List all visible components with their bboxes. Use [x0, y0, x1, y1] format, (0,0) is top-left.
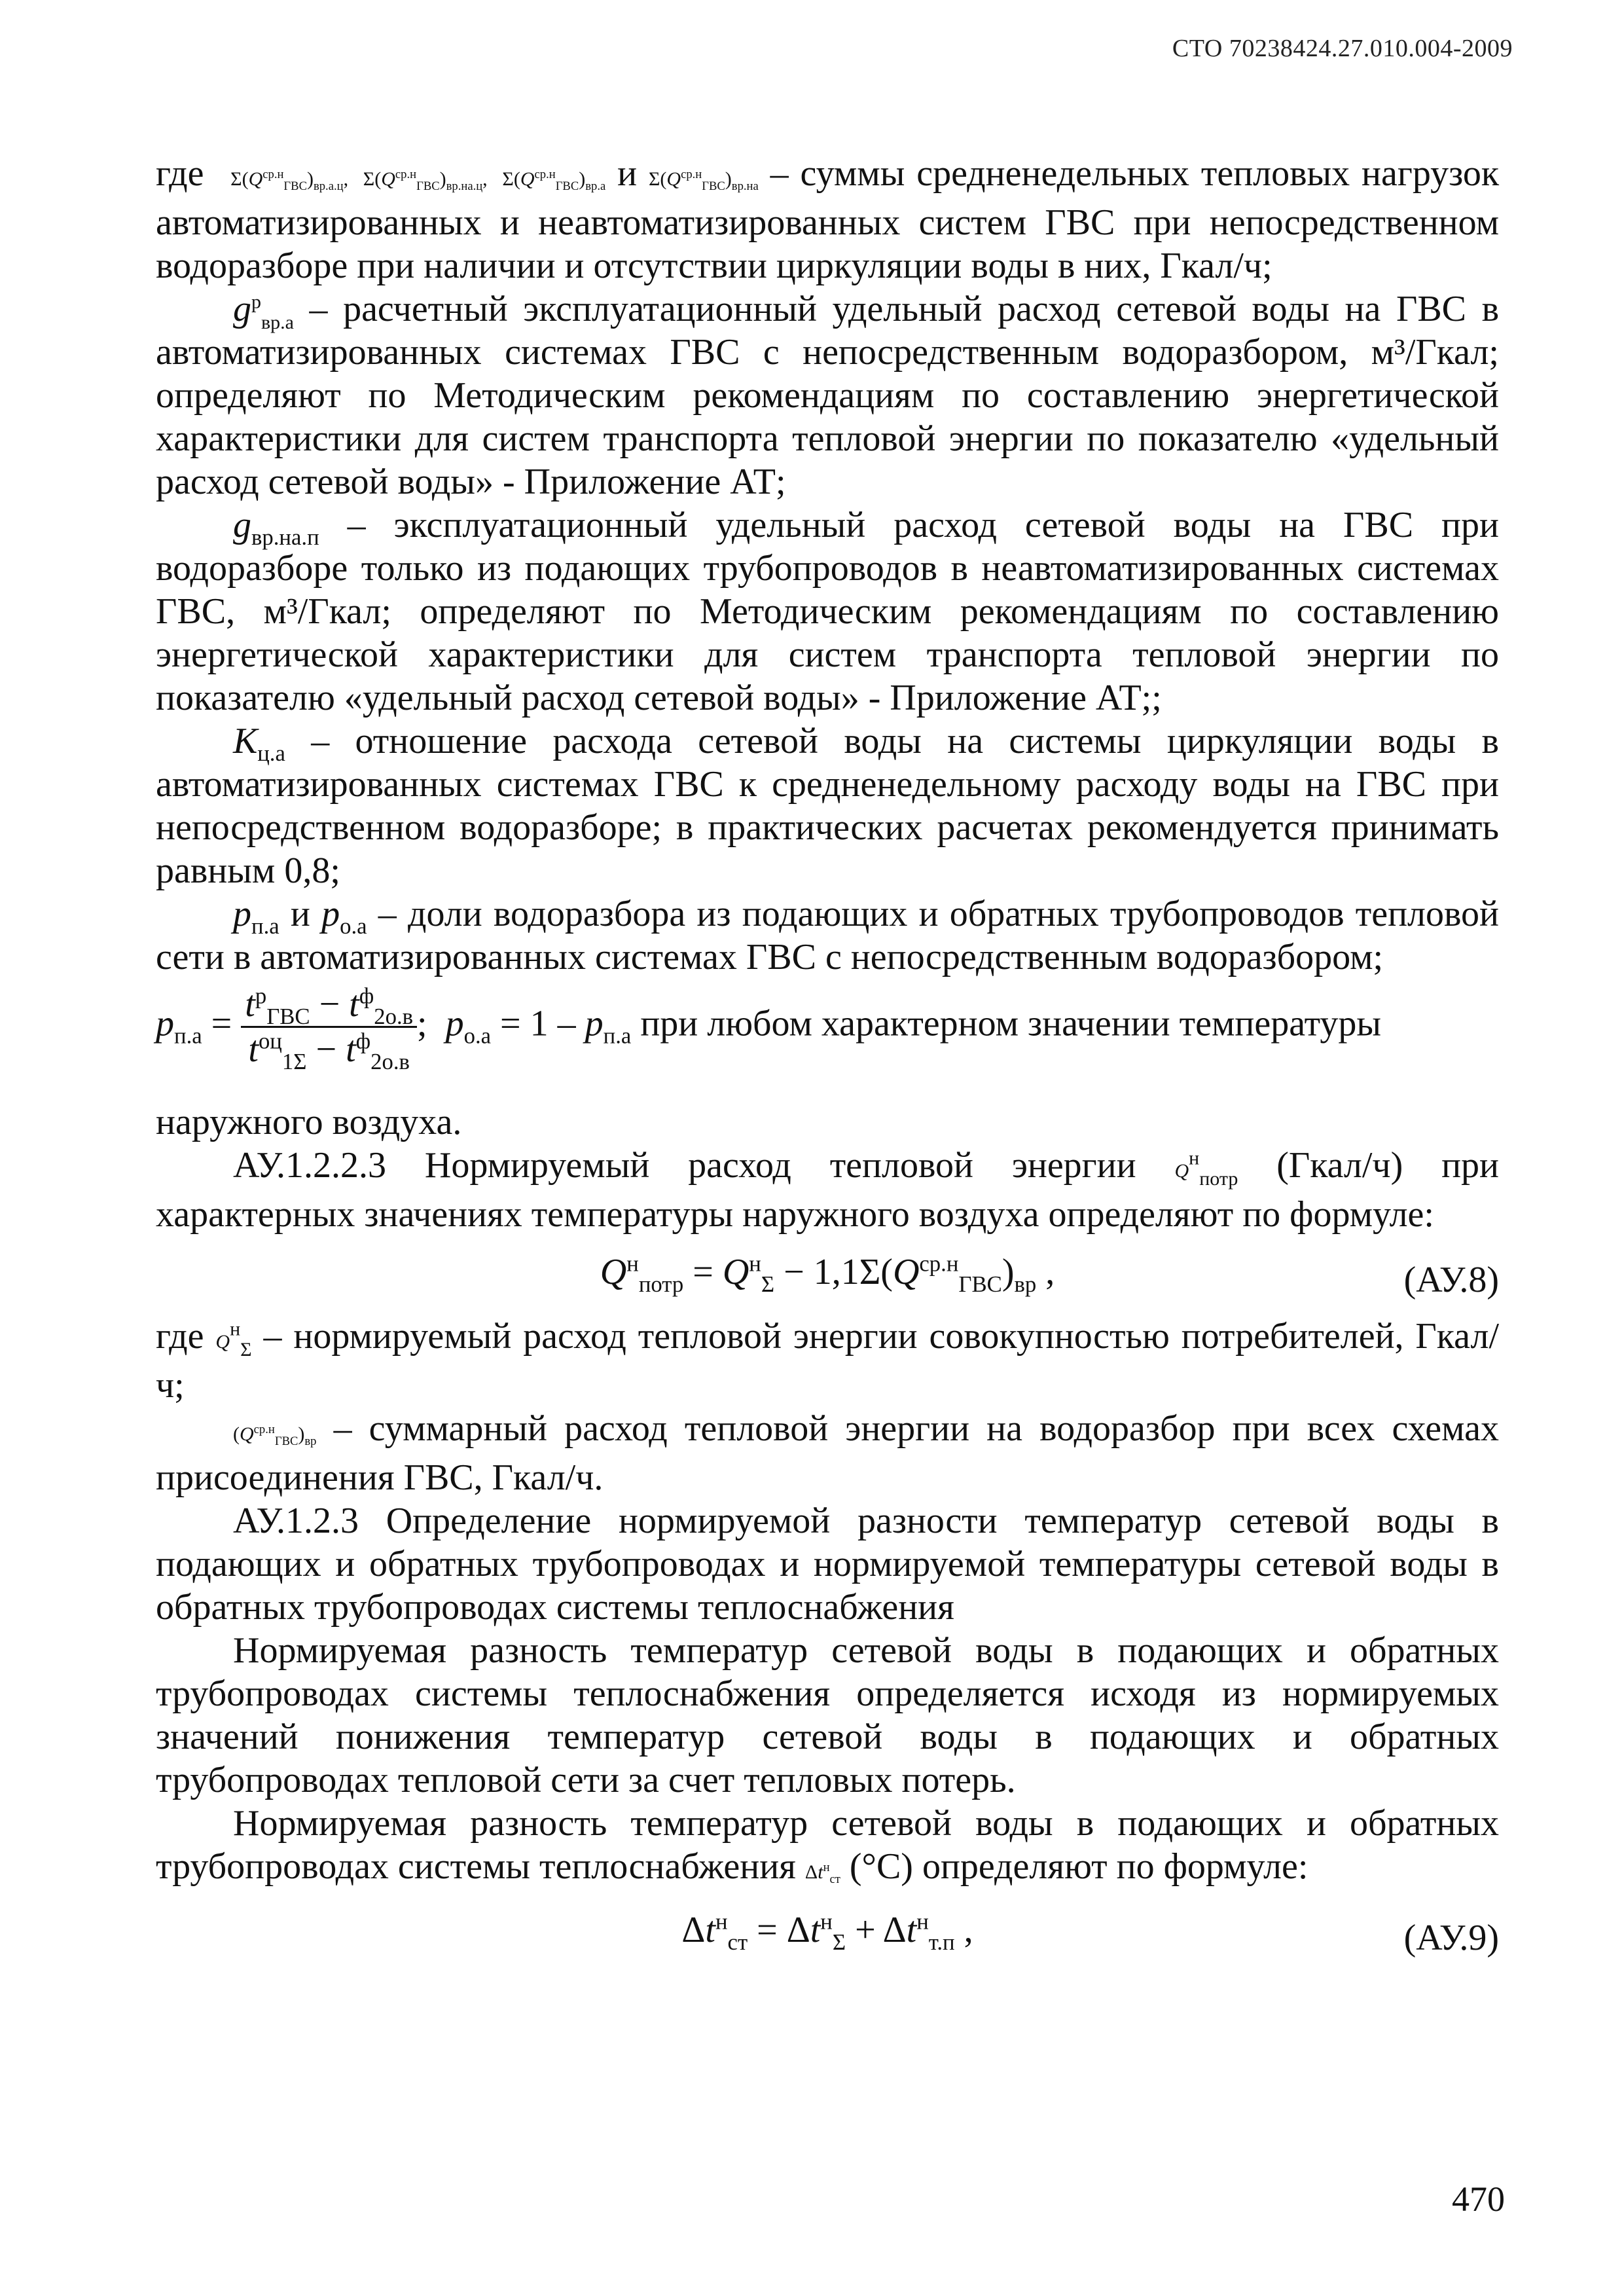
paragraph-p-shares: $p_{п.а}$ и $p_{о.а}$ – доли водоразбора из подающих и обратных трубопроводов тепловой сети в автоматизированных системах ГВС с непосредственным водоразбором; — [156, 894, 1500, 977]
equation-au-8 — [156, 1244, 1499, 1309]
equation-number: (АУ.9) — [1403, 1918, 1499, 1958]
paragraph-text: – доли водоразбора из подающих и обратных трубопроводов тепловой сети в автоматизированных системах ГВС с непосредственным водоразбором; — [156, 894, 1500, 977]
symbol-q-sigma: Q — [215, 1331, 230, 1353]
symbol-q-gvs-vr: $(Q^{ср.н}_{ГВС})_{вр}$ — [233, 1423, 317, 1448]
paragraph-text: – суммы средненедельных тепловых нагрузок автоматизированных и неавтоматизированных систем ГВС при непосредственном водоразборе при наличии и отсутствии циркуляции воды в них, Гкал/ч; — [156, 153, 1500, 286]
formula-text: = 1 – — [500, 1003, 576, 1044]
paragraph-text: (°С) определяют по формуле: — [849, 1846, 1308, 1887]
symbol-q-potr: Q — [1174, 1160, 1189, 1182]
paragraph-delta-t — [156, 1802, 1499, 1894]
conjunction: и — [290, 894, 310, 934]
paragraph-g-vr-a: $g^р_{вр.а}$ – расчетный эксплуатационный удельный расход сетевой воды на ГВС в автоматизированных системах ГВС с непосредственным водоразбором, м³/Гкал; определяют по Методическим рекомендациям по составлению энергетической характеристики для систем транспорта тепловой энергии по показателю «удельный расход сетевой воды» - Приложение АТ; — [156, 289, 1500, 502]
lead-word: где — [156, 1316, 204, 1357]
paragraph-sums-definition — [156, 152, 1499, 287]
paragraph-text: (Гкал/ч) при характерных значениях температуры наружного воздуха определяют по формуле: — [156, 1145, 1500, 1235]
paragraph-text: – суммарный расход тепловой энергии на водоразбор при всех схемах присоединения ГВС, Гкал/ч. — [156, 1408, 1500, 1498]
paragraph-au-1-2-3: АУ.1.2.3 Определение нормируемой разности температур сетевой воды в подающих и обратных трубопроводах и нормируемой температуры сетевой воды в обратных трубопроводах системы теплоснабжения — [156, 1501, 1499, 1628]
paragraph-text: – расчетный эксплуатационный удельный расход сетевой воды на ГВС в автоматизированных системах ГВС с непосредственным водоразбором, м³/Гкал; определяют по Методическим рекомендациям по составлению энергетической характеристики для систем транспорта тепловой энергии по показателю «удельный расход сетевой воды» - Приложение АТ; — [156, 289, 1500, 502]
paragraph-g-vr-na-p: $g_{вр.на.п}$ – эксплуатационный удельный расход сетевой воды на ГВС при водоразборе только из подающих трубопроводов в неавтоматизированных системах ГВС, м³/Гкал; определяют по Методическим рекомендациям по составлению энергетической характеристики для систем транспорта тепловой энергии по показателю «удельный расход сетевой воды» - Приложение АТ;; — [156, 505, 1499, 718]
page-body — [156, 152, 1499, 1973]
equation-body: $Q^н_{потр} = Q^н_\Sigma - 1,1\Sigma(Q^{ср.н}_{ГВС})_{вр}$ , — [600, 1250, 1055, 1298]
paragraph-q-gvs-vr — [156, 1407, 1499, 1499]
equation-number: (АУ.8) — [1403, 1260, 1499, 1300]
paragraph-text: АУ.1.2.2.3 Нормируемый расход тепловой энергии — [233, 1145, 1136, 1186]
equation-au-9 — [156, 1902, 1499, 1967]
conjunction: и — [617, 153, 638, 194]
paragraph-text: Нормируемая разность температур сетевой воды в подающих и обратных трубопроводах системы теплоснабжения — [156, 1803, 1499, 1887]
formula-sum-ar-c: $\Sigma(Q^{ср.н}_{ГВС})_{вр.а.ц}$, $\Sigma(Q^{ср.н}_{ГВС})_{вр.на.ц}$, $\Sigma(Q^{ср.н}_{ГВС})_{вр.а}$ — [215, 168, 606, 193]
formula-p-pa: $p_{п.а}$ = $t^р_{ГВС} - t^ф_{2о.в}$ $t^{оц}_{1\Sigma} - t^ф_{2о.в}$ ; $p_{о.а} = 1 - p_{п.а}$ при любом характерном значении температуры — [156, 983, 1381, 1075]
formula-sum-ar-na: $\Sigma(Q^{ср.н}_{ГВС})_{вр.на}$ — [648, 168, 759, 193]
paragraph-q-sigma: где $Q^н_\Sigma$ – нормируемый расход тепловой энергии совокупностью потребителей, Гкал/ч; — [156, 1316, 1500, 1406]
paragraph-text: – отношение расхода сетевой воды на системы циркуляции воды в автоматизированных системах ГВС к средненедельному расходу воды на ГВС при непосредственном водоразборе; в практических расчетах рекомендуется принимать равным 0,8; — [156, 721, 1499, 891]
document-code-header: СТО 70238424.27.010.004-2009 — [1172, 35, 1513, 62]
paragraph-au-1-2-2-3: АУ.1.2.2.3 Нормируемый расход тепловой энергии $Q^н_{потр}$ (Гкал/ч) при характерных значениях температуры наружного воздуха определяют по формуле: — [156, 1145, 1500, 1235]
paragraph-text: – эксплуатационный удельный расход сетевой воды на ГВС при водоразборе только из подающих трубопроводов в неавтоматизированных системах ГВС, м³/Гкал; определяют по Методическим рекомендациям по составлению энергетической характеристики для систем транспорта тепловой энергии по показателю «удельный расход сетевой воды» - Приложение АТ;; — [156, 505, 1499, 718]
lead-word: где — [156, 153, 204, 194]
symbol-delta-t-st: $\Delta t^н_{ст}$ — [804, 1861, 840, 1886]
symbol-k-ts-a: К — [233, 721, 258, 761]
equation-body: $\Delta t^н_{ст} = \Delta t^н_\Sigma + \Delta t^н_{т.п}$ , — [681, 1908, 973, 1956]
paragraph-continuation: наружного воздуха. — [156, 1102, 462, 1142]
paragraph-k-ts-a: $К_{ц.а}$ – отношение расхода сетевой воды на системы циркуляции воды в автоматизированных системах ГВС к средненедельному расходу воды на ГВС при непосредственном водоразборе; в практических расчетах рекомендуется принимать равным 0,8; — [156, 721, 1499, 891]
paragraph-text: при любом характерном значении температуры — [640, 1003, 1381, 1044]
symbol-g-vr-na-p: g — [233, 505, 251, 545]
symbol-g-vr-a: g — [233, 289, 251, 329]
page-number: 470 — [1452, 2179, 1505, 2219]
fraction: $t^р_{ГВС} - t^ф_{2о.в}$ $t^{оц}_{1\Sigma} - t^ф_{2о.в}$ — [241, 983, 417, 1071]
paragraph-text: – нормируемый расход тепловой энергии совокупностью потребителей, Гкал/ч; — [156, 1316, 1500, 1406]
paragraph-normative-difference: Нормируемая разность температур сетевой воды в подающих и обратных трубопроводах системы теплоснабжения определяется исходя из нормируемых значений понижения температур сетевой воды в подающих и обратных трубопроводах тепловой сети за счет тепловых потерь. — [156, 1630, 1499, 1800]
